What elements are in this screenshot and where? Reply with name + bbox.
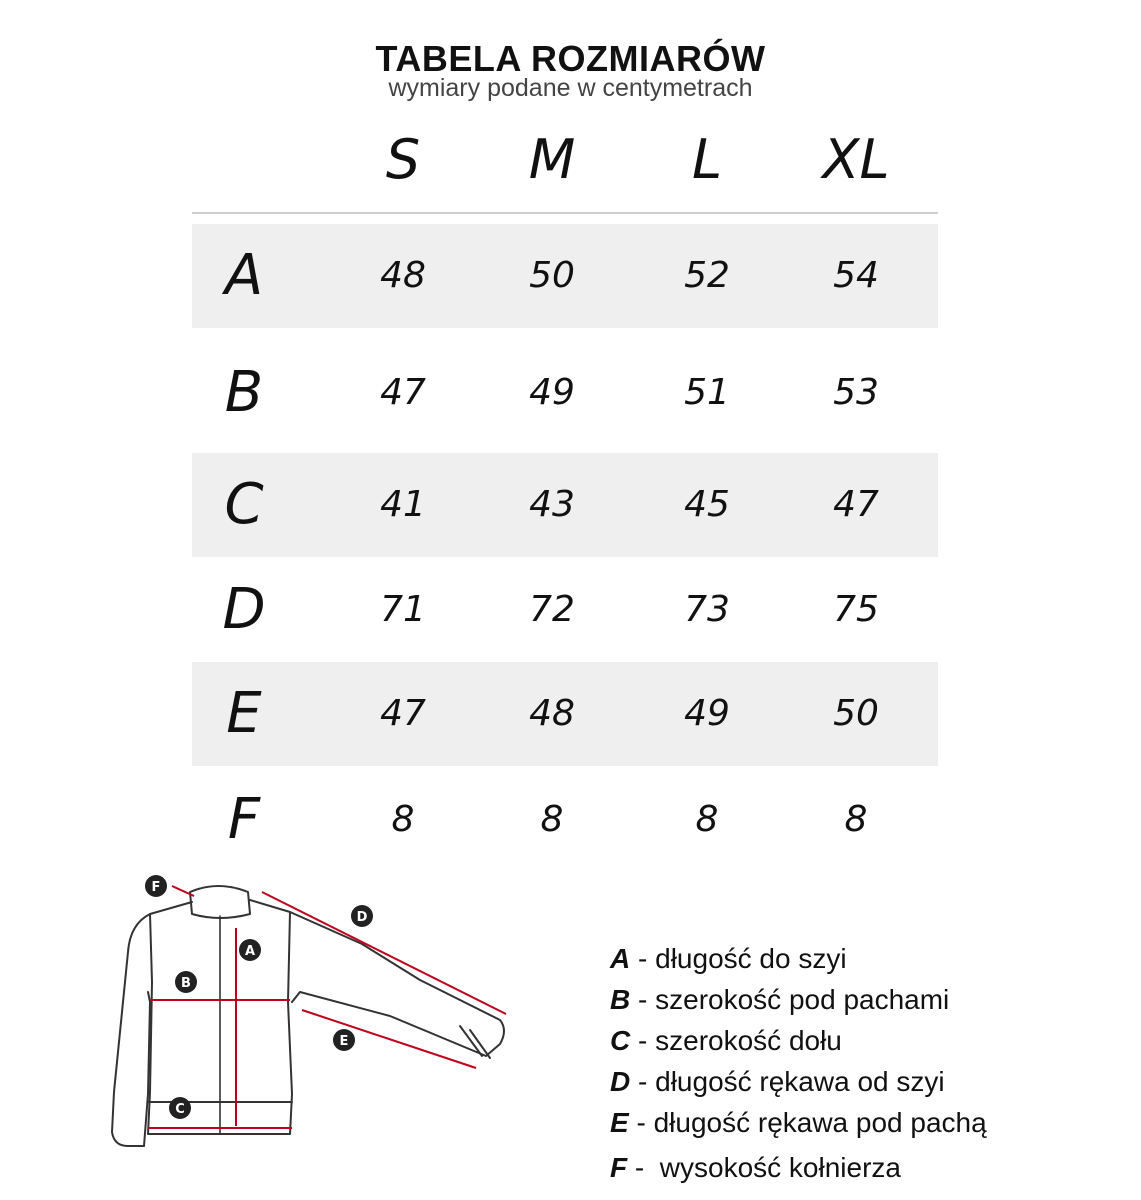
svg-text:B: B [181, 976, 191, 991]
cell-e-xl: 50 [833, 693, 879, 734]
cell-d-m: 72 [529, 589, 575, 630]
cell-b-l: 51 [684, 372, 730, 413]
marker-d [351, 905, 373, 927]
marker-f [145, 875, 167, 897]
cell-c-l: 45 [684, 484, 730, 525]
collar-shape [190, 886, 250, 918]
table-row-b [192, 341, 938, 445]
legend-item-c: C - szerokość dołu [610, 1025, 842, 1056]
cell-f-xl: 8 [844, 799, 868, 840]
measurement-legend [610, 938, 987, 1188]
right-sleeve-shape [290, 912, 504, 1056]
marker-e [333, 1029, 355, 1051]
cell-c-m: 43 [529, 484, 575, 525]
diagram-markers [145, 875, 373, 1119]
table-row-c [192, 453, 938, 557]
legend-item-b: B - szerokość pod pachami [610, 984, 950, 1015]
cell-d-s: 71 [380, 589, 426, 630]
svg-text:A: A [244, 944, 256, 959]
cell-a-m: 50 [529, 255, 575, 296]
row-label: D [222, 577, 266, 642]
row-label: F [227, 787, 261, 852]
cell-a-s: 48 [380, 255, 426, 296]
cell-d-xl: 75 [833, 589, 879, 630]
page-title: TABELA ROZMIARÓW [375, 38, 766, 79]
size-header-xl: XL [822, 128, 890, 191]
cell-f-s: 8 [391, 799, 415, 840]
cell-a-l: 52 [684, 255, 730, 296]
header-divider [192, 212, 938, 214]
measurement-lines [148, 886, 506, 1128]
cell-f-l: 8 [695, 799, 719, 840]
row-label: A [224, 243, 264, 308]
row-label: B [224, 360, 264, 425]
size-header-l: L [691, 128, 723, 191]
legend-item-f: F - wysokość kołnierza [610, 1152, 901, 1183]
legend-item-d: D - długość rękawa od szyi [610, 1066, 945, 1097]
cell-e-m: 48 [529, 693, 575, 734]
measure-d-line [262, 892, 506, 1014]
table-row-f [192, 768, 938, 872]
cell-b-s: 47 [380, 372, 426, 413]
svg-text:F: F [151, 880, 161, 895]
cell-e-s: 47 [380, 693, 426, 734]
cell-a-xl: 54 [833, 255, 879, 296]
row-label: E [226, 681, 262, 746]
cell-f-m: 8 [540, 799, 564, 840]
svg-text:C: C [175, 1102, 185, 1117]
table-row-d [192, 558, 938, 662]
jacket-diagram [90, 862, 520, 1162]
page-subtitle: wymiary podane w centymetrach [388, 74, 753, 102]
measure-e-line [302, 1010, 476, 1068]
row-label: C [224, 472, 264, 537]
marker-a [239, 939, 261, 961]
legend-item-a: A - długość do szyi [610, 943, 847, 974]
size-header-s: S [385, 128, 421, 191]
cell-b-m: 49 [529, 372, 575, 413]
cell-b-xl: 53 [833, 372, 879, 413]
cell-c-xl: 47 [833, 484, 879, 525]
table-row-e [192, 662, 938, 766]
cell-e-l: 49 [684, 693, 730, 734]
cell-d-l: 73 [684, 589, 730, 630]
legend-item-e: E - długość rękawa pod pachą [610, 1107, 987, 1138]
svg-text:E: E [339, 1034, 349, 1049]
table-row-a [192, 224, 938, 328]
cell-c-s: 41 [380, 484, 426, 525]
marker-b [175, 971, 197, 993]
marker-c [169, 1097, 191, 1119]
size-header-m: M [528, 128, 576, 191]
svg-text:D: D [356, 910, 368, 925]
